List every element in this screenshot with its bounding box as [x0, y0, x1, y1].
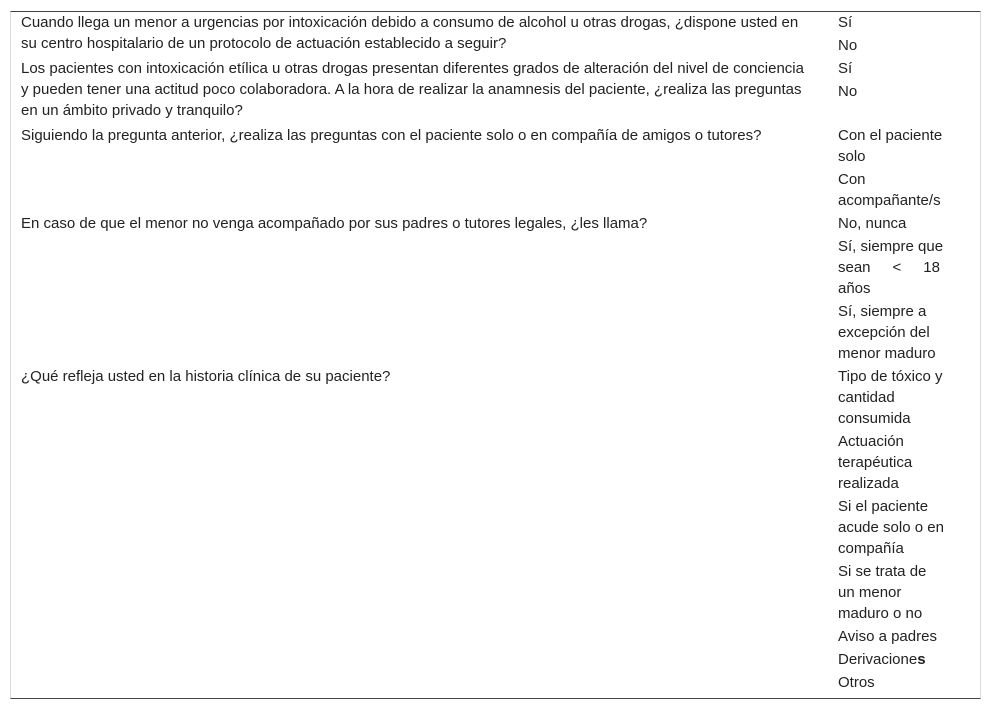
option-si: Sí — [838, 14, 853, 31]
option-no-nunca: No, nunca — [838, 215, 907, 232]
option-otros: Otros — [838, 674, 875, 691]
option-si-menor-18 — [838, 236, 950, 299]
question-text: Cuando llega un menor a urgencias por intoxicación debido a consumo de alcohol u otras drogas, ¿dispone usted en su centro hospitalario de un protocolo de actuación establecido a seguir? — [21, 14, 799, 52]
option-excepcion-menor-maduro: Sí, siempre a excepción del menor maduro — [838, 303, 936, 362]
question-text: ¿Qué refleja usted en la historia clínica de su paciente? — [21, 368, 391, 385]
answer-options — [838, 125, 958, 213]
derivaciones-main: Derivacione — [838, 651, 918, 668]
option-acompanante: Con acompañante/s — [838, 171, 941, 209]
option-derivaciones — [838, 649, 958, 670]
option-no: No — [838, 37, 858, 54]
answer-options — [838, 366, 958, 695]
age-value: 18 — [923, 259, 940, 276]
answer-options — [838, 58, 958, 104]
option-menor-maduro: Si se trata de un menor maduro o no — [838, 563, 927, 622]
question-text: En caso de que el menor no venga acompañado por sus padres o tutores legales, ¿les llama? — [21, 215, 648, 232]
answer-options — [838, 12, 958, 58]
question-text: Los pacientes con intoxicación etílica u otras drogas presentan diferentes grados de alteración del nivel de conciencia y pueden tener una actitud poco colaboradora. A la hora de realizar la anamnesis del paciente, ¿realiza las preguntas en un ámbito privado y tranquilo? — [21, 60, 804, 119]
option-actuacion-terapeutica: Actuación terapéutica realizada — [838, 433, 913, 492]
option-si-menor-18-line2 — [838, 257, 940, 278]
option-paciente-solo: Con el paciente solo — [838, 127, 943, 165]
question-text: Siguiendo la pregunta anterior, ¿realiza las preguntas con el paciente solo o en compañía de amigos o tutores? — [21, 127, 762, 144]
word-sean: sean — [838, 259, 871, 276]
derivaciones-bold-s: s — [917, 651, 926, 668]
option-solo-compania: Si el paciente acude solo o en compañía — [838, 498, 944, 557]
word-anos: años — [838, 280, 871, 297]
survey-table — [10, 11, 981, 699]
option-si: Sí — [838, 60, 853, 77]
option-tipo-toxico: Tipo de tóxico y cantidad consumida — [838, 368, 943, 427]
option-aviso-padres: Aviso a padres — [838, 628, 937, 645]
less-than-sign: < — [892, 259, 902, 276]
option-si-menor-18-line1: Sí, siempre que — [838, 238, 944, 255]
answer-options — [838, 213, 958, 366]
option-no: No — [838, 83, 858, 100]
